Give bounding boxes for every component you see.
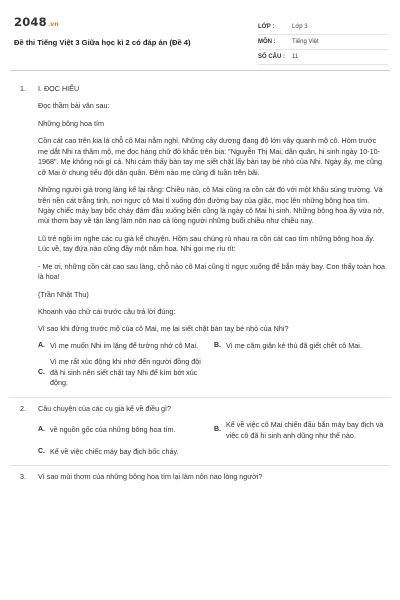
option-text: Vì mẹ căm giận kẻ thù đã giết chết cô Mai. xyxy=(226,340,362,350)
question-number: 2. xyxy=(20,403,26,413)
question-text: Câu chuyện của các cụ già kể về điều gì? xyxy=(38,403,172,413)
question-2 xyxy=(10,404,390,414)
option-letter: B. xyxy=(214,426,221,434)
option-letter: A. xyxy=(38,342,45,350)
question-number: 3. xyxy=(20,472,26,482)
page-title: Đề thi Tiếng Việt 3 Giữa học kì 2 có đáp án (Đề 4) xyxy=(14,38,191,47)
question-text: Vì sao khi đứng trước mộ của cô Mai, mẹ lại siết chặt bàn tay bé nhỏ của Nhi? xyxy=(38,324,289,334)
option-row xyxy=(38,447,390,457)
logo-number: 2048 xyxy=(14,15,47,29)
option-row xyxy=(38,341,390,351)
meta-value: Lớp 3 xyxy=(292,23,308,30)
option-text: về nguồn gốc của những bông hoa tím. xyxy=(50,425,176,435)
story-paragraph-3: Lũ trẻ ngồi im nghe các cụ già kể chuyện. Hồm sau chúng rủ nhau ra cồn cát cao tìm những bông hoa ấy. Lúc về, tay đứa nào cũng đầy một nắm hoa. Nhi gọi mẹ ríu rít: xyxy=(38,233,375,254)
meta-value: Tiếng Việt xyxy=(292,38,319,45)
question-divider xyxy=(10,465,390,466)
answer-options xyxy=(10,420,390,457)
option-b[interactable] xyxy=(214,341,390,351)
option-text: Kể về việc chiếc máy bay địch bốc cháy. xyxy=(50,446,179,456)
option-c[interactable] xyxy=(38,447,214,457)
page-header xyxy=(10,10,390,64)
meta-row-subject xyxy=(258,35,388,50)
option-a[interactable] xyxy=(38,341,214,351)
section-title: I. ĐỌC HIỂU xyxy=(38,84,80,93)
meta-row-count xyxy=(258,50,388,65)
option-letter: C. xyxy=(38,448,45,456)
option-letter: B. xyxy=(214,342,221,350)
option-text: Kể về việc cô Mai chiến đấu bắn máy bay địch và việc cô đã hi sinh anh dũng như thế nào. xyxy=(226,420,384,440)
site-logo[interactable] xyxy=(14,14,59,31)
option-letter: C. xyxy=(38,368,45,376)
question-text: Vì sao mùi thơm của những bông hoa tím lại làm nôn nao lòng người? xyxy=(38,472,263,482)
option-c[interactable] xyxy=(38,357,214,388)
exam-meta xyxy=(258,20,388,65)
story-paragraph-1: Cồn cát cao trên kia là chỗ cô Mai nằm nghỉ. Những cây dương đang độ lớn vây quanh mộ cô. Hòm trước mẹ dắt Nhi ra thăm mộ, mẹ đọc hàng chữ đỏ khắc trên bia: "Nguyễn Thị Mai, dân quân, hi sinh ngày 10-10-1968". Mẹ không nói gì cả. Nhi cảm thấy bàn tay mẹ siết chặt lấy bàn tay bé nhỏ của Nhi. Ngày ấy, mẹ cũng cỡ Mai ở chung tiểu đội dân quân. Đêm nào mẹ cũng đi tuần trên bãi. xyxy=(38,136,383,177)
meta-label: MÔN : xyxy=(258,38,276,45)
story-paragraph-2: Những người già trong làng kể lại rằng: Chiều nào, cô Mai cũng ra cồn cát đó với một khẩu súng trường. Và trên nền cát trắng tinh, nơi ngực cô Mai tì xuống đón đường bay của giặc, mọc lên những bông hoa tím. Ngày chiếc máy bay bốc cháy đâm đầu xuống biển cũng là ngày cô Mai hi sinh. Những bông hoa ấy vừa nở, mùi thơm bay về tận làng làm nôn nao cả lòng người những buổi chiều như chiều nay. xyxy=(38,185,384,226)
answer-instruction: Khoanh vào chữ cái trước câu trả lời đúng: xyxy=(38,307,176,316)
meta-row-class xyxy=(258,20,388,35)
question-3 xyxy=(10,472,390,482)
story-title: Những bông hoa tím xyxy=(38,118,104,128)
header-divider xyxy=(10,70,390,71)
option-text: Vì mẹ rất xúc động khi nhớ đến người đồng đội đã hi sinh nên siết chặt tay Nhi để kìm bớt xúc động. xyxy=(50,357,201,388)
logo-suffix: .vn xyxy=(47,21,59,28)
reading-instruction: Đọc thầm bài văn sau: xyxy=(38,101,110,111)
question-divider xyxy=(10,397,390,398)
meta-label: LỚP : xyxy=(258,23,275,30)
question-number: 1. xyxy=(20,84,26,93)
meta-value: 11 xyxy=(292,53,299,60)
meta-label: SỐ CÂU : xyxy=(258,53,285,60)
question-1 xyxy=(10,84,390,94)
exam-content xyxy=(10,78,390,483)
story-author: (Trần Nhật Thu) xyxy=(38,289,89,299)
option-letter: A. xyxy=(38,426,45,434)
option-row xyxy=(38,357,390,388)
option-b[interactable] xyxy=(214,420,390,441)
story-paragraph-4: - Mẹ ơi, những cồn cát cao sau làng, chỗ nào cô Mai cũng tì ngực xuống để bắn máy bay. Con thấy toàn hoa là hoa! xyxy=(38,261,386,282)
option-row xyxy=(38,420,390,441)
answer-options xyxy=(10,341,390,389)
option-a[interactable] xyxy=(38,420,214,441)
option-text: Vì mẹ muốn Nhi im lặng để tưởng nhớ cô Mai. xyxy=(50,340,199,350)
